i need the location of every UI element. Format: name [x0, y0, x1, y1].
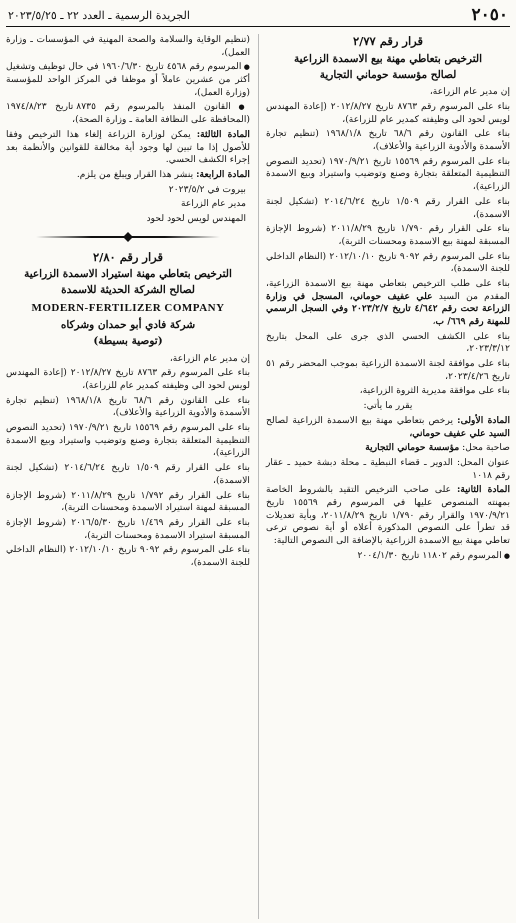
paragraph: بناء على المرسوم رقم ١٥٥٦٩ تاريخ ١٩٧٠/٩/٢١ (تحديد النصوص التنظيمية المتعلقة بتجارة وصنع وتوضيب واستيراد وبيع الاسمدة الزراعية)، — [266, 155, 511, 193]
paragraph: بناء على القرار رقم ١/٥٠٩ تاريخ ٢٠١٤/٦/٢٤ (تشكيل لجنة الاسمدة)، — [266, 195, 510, 220]
paragraph: بناء على المرسوم رقم ١٥٥٦٩ تاريخ ١٩٧٠/٩/٢١ (تحديد النصوص التنظيمية المتعلقة بتجارة وصنع وتوضيب واستيراد وبيع الاسمدة الزراعية)، — [6, 422, 251, 459]
paragraph: بناء على المرسوم رقم ٩٠٩٢ تاريخ ٢٠١٢/١٠/١٠ (النظام الداخلي للجنة الاسمدة)، — [6, 544, 251, 568]
decision-subject-line-2: لصالح مؤسسة حوماني التجارية — [319, 68, 457, 81]
right-column — [266, 34, 510, 919]
text: يرخص بتعاطي مهنة بيع الاسمدة الزراعية لصالح — [266, 414, 458, 426]
paragraph: بناء على القانون رقم ٦٨/٦ تاريخ ١٩٦٨/١/٨ (تنظيم تجارة الأسمدة والأدوية الزراعية والأعلاف)، — [6, 394, 251, 419]
paragraph: بناء على القرار رقم ١/٤٦٩ تاريخ ٢٠١٦/٥/٣٠ (شروط الإجازة المسبقة استيراد الاسمدة ومحسنات التربة)، — [6, 516, 250, 541]
paragraph: بناء على القرار رقم ١/٧٩٠ تاريخ ٢٠١١/٨/٢٩ (شروط الإجازة المسبقة لمهنة بيع الاسمدة ومحسنات التربة)، — [266, 223, 510, 247]
paragraph — [266, 278, 510, 329]
bullet-item: ● القانون المنفذ بالمرسوم رقم ٨٧٣٥ تاريخ ١٩٧٤/٨/٢٣ (المحافظة على النظافة العامة ـ وزارة الصحة)، — [6, 101, 250, 126]
paragraph: (تنظيم الوقاية والسلامة والصحة المهنية في المؤسسات ـ وزارة العمل)، — [6, 34, 250, 58]
text: ، — [432, 316, 436, 328]
column-divider — [258, 34, 259, 919]
decision-title: قرار رقم ٢/٨٠ — [92, 249, 164, 264]
signature-title: مدير عام الزراعة — [181, 198, 246, 210]
paragraph: بناء على موافقة لجنة الاسمدة الزراعية بموجب المحضر رقم ٥١ تاريخ ٢٠٢٣/٤/٢٦، — [266, 358, 510, 382]
text: ينشر هذا القرار ويبلغ من يلزم. — [76, 168, 197, 180]
company-name: مؤسسة حوماني التجارية — [365, 442, 460, 454]
paragraph: بناء على القانون رقم ٦٨/٦ تاريخ ١٩٦٨/١/٨ (تنظيم تجارة الأسمدة والأدوية الزراعية والأعلاف)، — [266, 128, 511, 153]
paragraph: بناء على القرار رقم ١/٧٩٢ تاريخ ٢٠١١/٨/٢٩ (شروط الإجازة المسبقة لمهنة استيراد الاسمدة ومحسنات التربة)، — [6, 489, 250, 514]
paragraph: بناء على موافقة مديرية الثروة الزراعية، — [359, 385, 510, 397]
article-2 — [266, 484, 510, 547]
text: بناء على طلب الترخيص بتعاطي مهنة بيع الاسمدة الزراعية، المقدم من السيد — [266, 277, 510, 302]
decision-title: قرار رقم ٢/٧٧ — [352, 34, 424, 48]
signature-name: المهندس لويس لحود لحود — [146, 212, 246, 224]
article-label: المادة الثالثة: — [196, 128, 250, 140]
bullet-item: ● المرسوم رقم ١١٨٠٢ تاريخ ٢٠٠٤/١/٣٠ — [266, 550, 510, 563]
decision-subject-line-1: الترخيص بتعاطي مهنة استيراد الاسمدة الزراعية — [24, 268, 232, 281]
article-label: المادة الأولى: — [457, 414, 510, 426]
article-label: المادة الثانية: — [456, 484, 511, 496]
bullet-item: ● المرسوم رقم ٤٥٦٨ تاريخ ١٩٦٠/٦/٣٠ في حال توظيف وتشغيل أكثر من عشرين عاملاً أو موظفا في المركز الواحد للمؤسسة (وزارة العمل)، — [6, 61, 250, 99]
text: صاحبة محل: — [459, 442, 510, 454]
paragraph: بناء على القرار رقم ١/٥٠٩ تاريخ ٢٠١٤/٦/٢٤ (تشكيل لجنة الاسمدة)، — [6, 462, 250, 486]
address-line: عنوان المحل: الدوير ـ قضاء النبطية ـ محلة دبشة حميد ـ عقار رقم ١٠١٨ — [266, 456, 510, 481]
article-label: المادة الرابعة: — [196, 168, 250, 180]
paragraph: بناء على المرسوم رقم ٨٧٦٣ تاريخ ٢٠١٢/٨/٢٧ (إعادة المهندس لويس لحود الى وظيفته كمدير عام للزراعة)، — [6, 367, 251, 392]
paragraph: إن مدير عام الزراعة، — [429, 86, 510, 98]
owner-line — [266, 442, 510, 455]
paragraph: بناء على المرسوم رقم ٩٠٩٢ تاريخ ٢٠١٢/١٠/١٠ (النظام الداخلي للجنة الاسمدة)، — [266, 250, 511, 275]
article-3 — [6, 129, 250, 167]
decision-subject-line-3: شركة فادي أبو حمدان وشركاه — [60, 319, 196, 332]
decision-subject-line-2: لصالح الشركة الحديثة للاسمدة — [61, 284, 195, 297]
paragraph: بناء على الكشف الحسي الذي جرى على المحل بتاريخ ٢٠٢٣/٣/١٢، — [266, 330, 510, 355]
paragraph: إن مدير عام الزراعة، — [169, 352, 250, 364]
text: على صاحب الترخيص التقيد بالشروط الخاصة بمهنته المنصوص عليها في المرسوم رقم ١٥٥٦٩ تاريخ ١٩٧٠/٩/٢١ والقرار رقم ١/٧٩٠ تاريخ ٢٠١١/٨/٢٩، وبأية تعديلات قد تطرأ على النصوص المذكورة أعلاه أو أية نصوص ترعى تعاطي مهنة بيع الاسمدة الزراعية بالإضافة الى النصوص التالية: — [266, 484, 511, 547]
page-body — [6, 34, 510, 919]
decides-line: يقرر ما يأتي: — [363, 400, 413, 412]
article-1 — [266, 415, 510, 440]
applicant-registration: علي عفيف حوماني، المسجل في وزارة الزراعة تحت رقم ٤/٦٤٢ تاريخ ٢٠٢٣/٢/٧ وفي السجل الرسمي للمهنة رقم ٦٦٩/ ب — [266, 290, 510, 328]
gazette-issue-line: الجريدة الرسمية ـ العدد ٢٢ ـ ٢٠٢٣/٥/٢٥ — [8, 9, 190, 22]
decision-subject-line-1: الترخيص بتعاطي مهنة بيع الاسمدة الزراعية — [293, 52, 483, 65]
paragraph: بناء على المرسوم رقم ٨٧٦٣ تاريخ ٢٠١٢/٨/٢٧ (إعادة المهندس لويس لحود الى وظيفته كمدير عام للزراعة)، — [266, 101, 511, 125]
page-number: ٢٠٥٠ — [471, 5, 508, 25]
page-header — [6, 4, 510, 27]
licensee-name: السيد علي عفيف حوماني، — [409, 427, 510, 439]
company-english-name: MODERN-FERTILIZER COMPANY — [31, 301, 225, 314]
decision-subject-line-4: (توصية بسيطة) — [93, 334, 163, 347]
text: يمكن لوزارة الزراعة إلغاء هذا الترخيص وفقا للأصول إذا ما تبين لها وجود أية مخالفة للقوانين والأنظمة بعد إجراء الكشف الحسي. — [6, 128, 250, 166]
left-column — [6, 34, 250, 919]
article-4 — [6, 169, 250, 182]
signature-place-date: بيروت في ٢٠٢٣/٥/٢ — [168, 183, 246, 195]
section-divider — [36, 232, 220, 242]
